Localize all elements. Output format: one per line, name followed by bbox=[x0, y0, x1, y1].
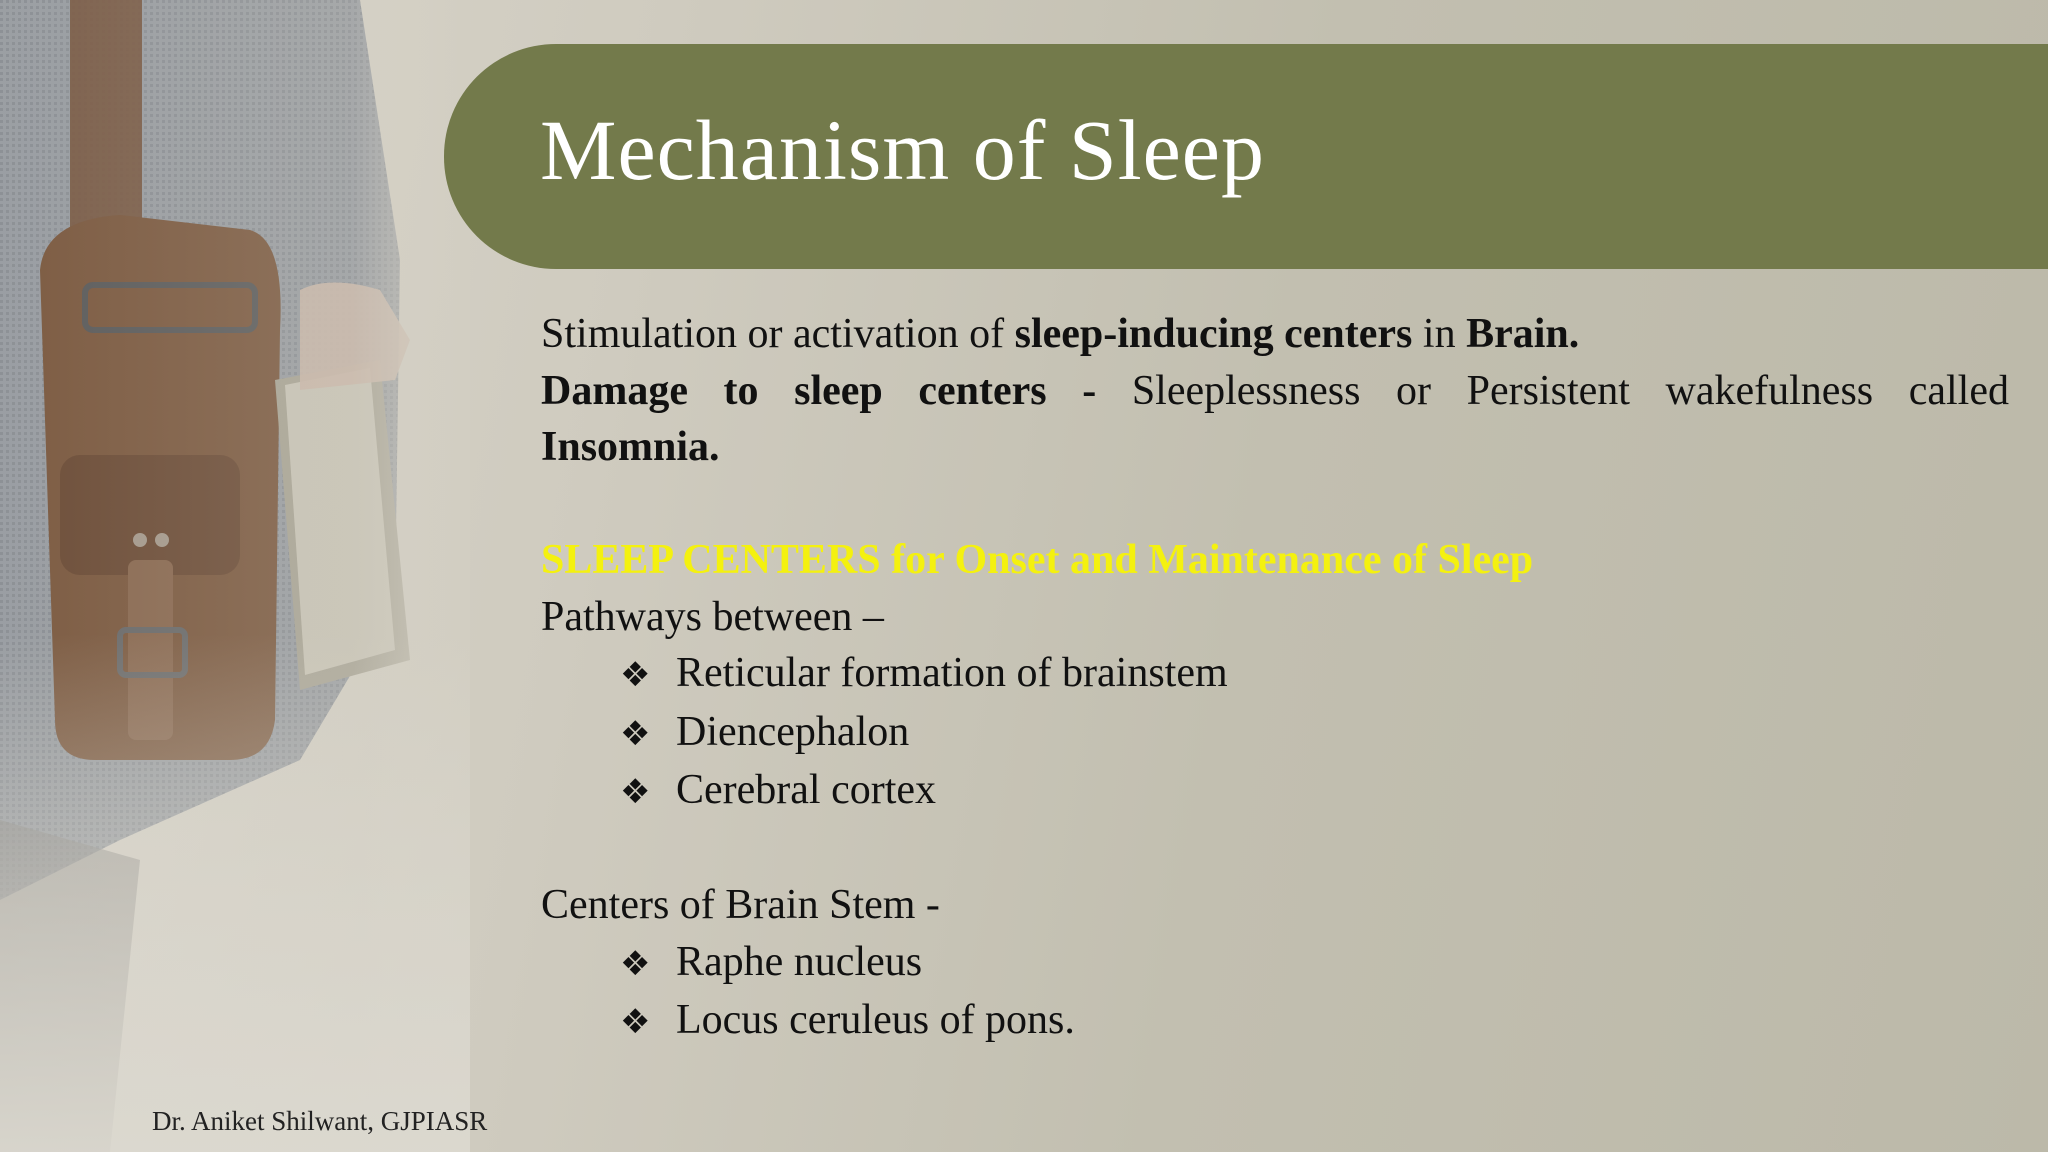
man-with-satchel-and-book-image bbox=[0, 0, 470, 1152]
diamond-bullet-icon: ❖ bbox=[620, 655, 651, 695]
diamond-bullet-icon: ❖ bbox=[620, 713, 651, 754]
footer-author: Dr. Aniket Shilwant, GJPIASR bbox=[152, 1106, 488, 1136]
list-item: ❖ Cerebral cortex bbox=[541, 762, 2009, 821]
diamond-bullet-icon: ❖ bbox=[620, 772, 651, 812]
slide-title: Mechanism of Sleep bbox=[540, 102, 1265, 198]
list-item: ❖ Raphe nucleus bbox=[541, 934, 2009, 993]
list-item: ❖ Locus ceruleus of pons. bbox=[541, 992, 2009, 1051]
section-heading: SLEEP CENTERS for Onset and Maintenance of Sleep bbox=[541, 537, 1534, 583]
intro-line-3: Insomnia. bbox=[541, 424, 720, 470]
diamond-bullet-icon: ❖ bbox=[620, 1002, 651, 1042]
brainstem-label: Centers of Brain Stem - bbox=[541, 882, 940, 928]
slide-body bbox=[541, 306, 2009, 1051]
diamond-bullet-icon: ❖ bbox=[620, 943, 651, 984]
pathways-label: Pathways between – bbox=[541, 593, 884, 640]
intro-line-1: Stimulation or activation of sleep-inducing centers in Brain. bbox=[541, 311, 1580, 357]
intro-line-2: Damage to sleep centers - Sleeplessness or Persistent wakefulness called bbox=[541, 367, 2009, 414]
list-item: ❖ Diencephalon bbox=[541, 704, 2009, 763]
list-item: ❖ Reticular formation of brainstem bbox=[541, 645, 2009, 704]
